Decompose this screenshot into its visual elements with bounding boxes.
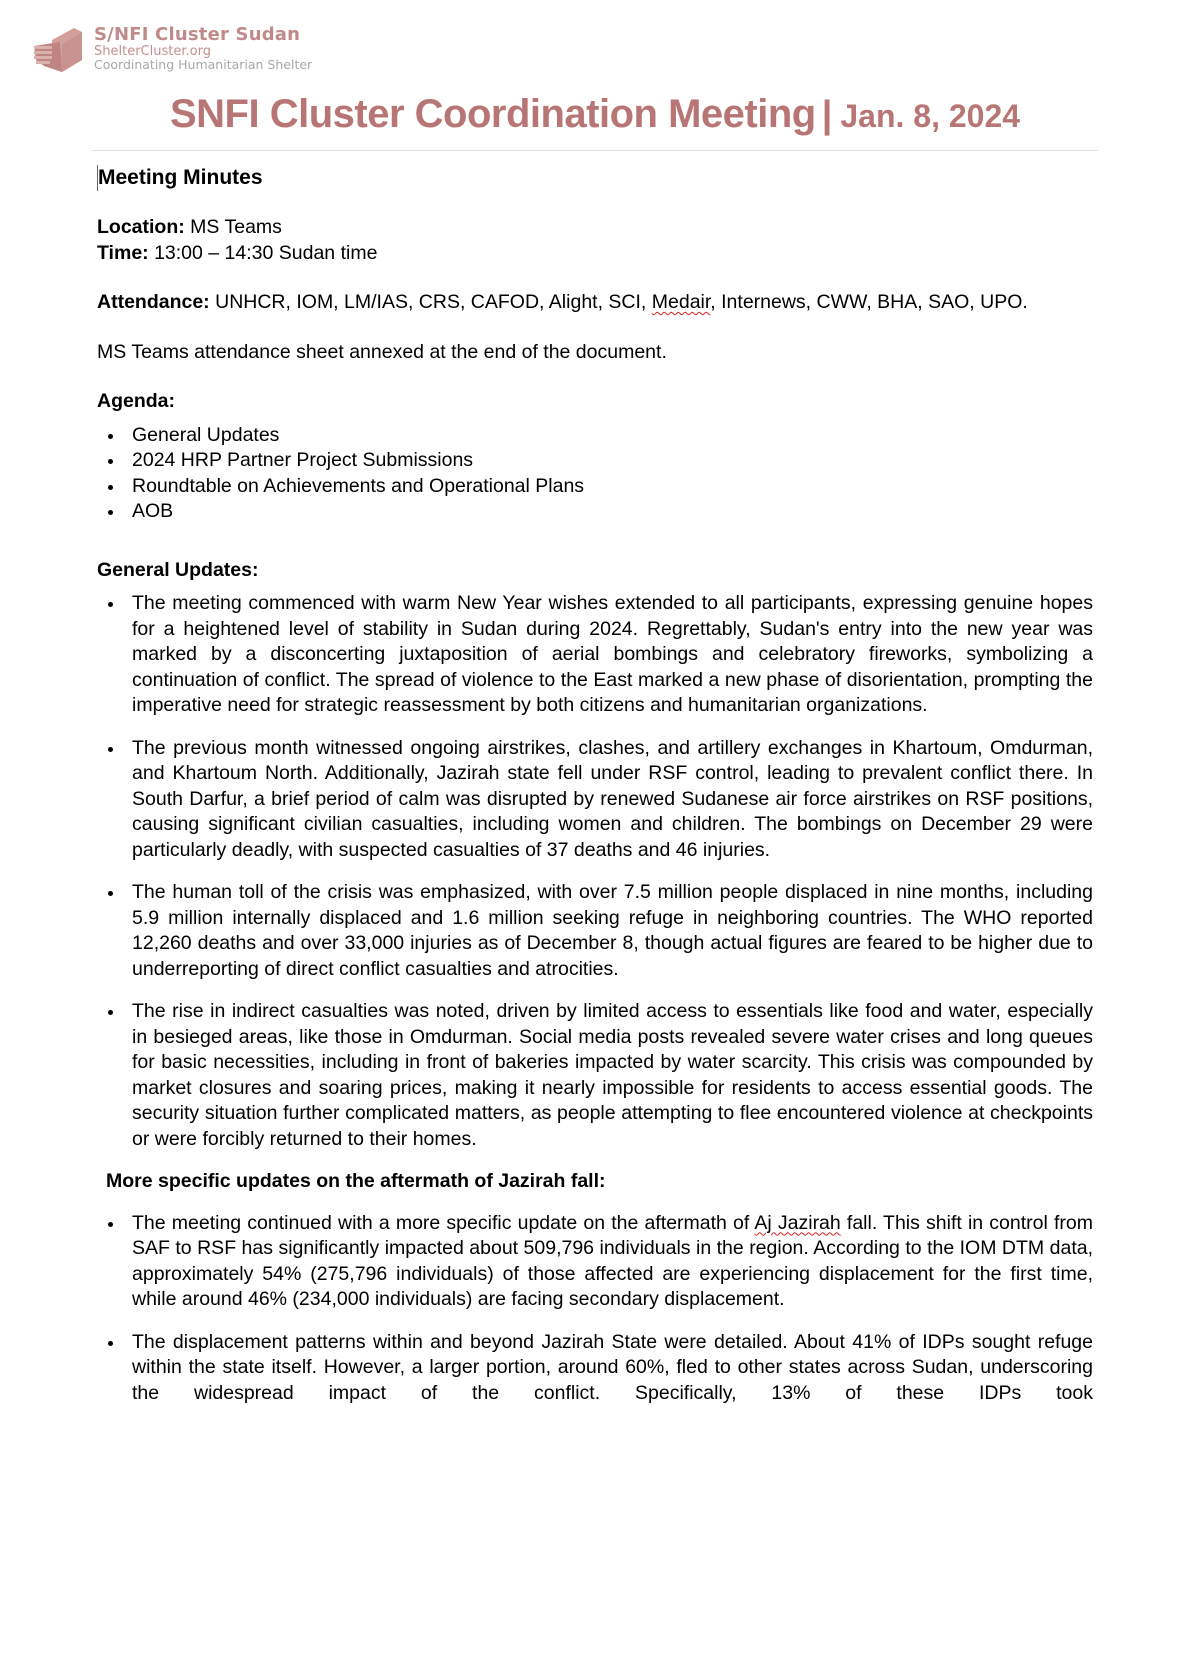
time-value: 13:00 – 14:30 Sudan time — [148, 241, 378, 264]
meeting-minutes-heading: Meeting Minutes — [97, 165, 1093, 191]
agenda-item: 2024 HRP Partner Project Submissions — [97, 448, 1093, 474]
general-updates-heading: General Updates: — [97, 558, 259, 581]
update-item: The rise in indirect casualties was noted, driven by limited access to essentials like food and water, especially in besieged areas, like those in Omdurman. Social media posts revealed severe water crises and long queues for basic necessities, including in front of bakeries impacted by water scarcity. This crisis was compounded by market closures and soaring prices, making it nearly impossible for residents to access essential goods. The security situation further complicated matters, as people attempting to flee encountered violence at checkpoints or were forcibly returned to their homes. — [97, 999, 1093, 1152]
agenda-item: General Updates — [97, 423, 1093, 449]
title-main: SNFI Cluster Coordination Meeting — [169, 92, 816, 136]
location-label: Location: — [97, 216, 185, 238]
title-separator: | — [821, 94, 833, 136]
general-updates-list — [97, 591, 1093, 1152]
update-item — [97, 1211, 1093, 1313]
spellcheck-flagged-word[interactable]: Medair — [651, 291, 711, 313]
location-line — [97, 215, 1093, 241]
agenda-item: AOB — [97, 499, 1093, 525]
attendance-line — [97, 290, 1093, 316]
location-value: MS Teams — [184, 216, 282, 238]
logo-title: S/NFI Cluster Sudan — [94, 24, 301, 45]
attendance-label: Attendance: — [97, 291, 210, 313]
agenda-list — [97, 423, 1093, 525]
time-line — [97, 241, 1093, 267]
update-item: The previous month witnessed ongoing airstrikes, clashes, and artillery exchanges in Khartoum, Omdurman, and Khartoum North. Additionally, Jazirah state fell under RSF control, leading to prevalent conflict there. In South Darfur, a brief period of calm was disrupted by renewed Sudanese air force airstrikes on RSF positions, causing significant civilian casualties, including women and children. The bombings on December 29 were particularly deadly, with suspected casualties of 37 deaths and 46 injuries. — [97, 736, 1093, 864]
jazirah-heading: More specific updates on the aftermath of Jazirah fall: — [106, 1170, 606, 1192]
attendance-list-part1: UNHCR, IOM, LM/IAS, CRS, CAFOD, Alight, SCI, — [209, 291, 652, 313]
document-title — [92, 92, 1098, 137]
header-divider — [92, 150, 1098, 151]
document-body[interactable] — [97, 165, 1093, 1423]
agenda-heading: Agenda: — [97, 390, 175, 412]
update-item: The displacement patterns within and beyond Jazirah State were detailed. About 41% of IDPs sought refuge within the state itself. However, a larger portion, around 60%, fled to other states across Sudan, underscoring the widespread impact of the conflict. Specifically, 13% of these IDPs took — [97, 1330, 1093, 1407]
hand-house-icon — [32, 26, 88, 74]
jazirah-updates-list — [97, 1211, 1093, 1407]
attendance-list-part2: , Internews, CWW, BHA, SAO, UPO. — [710, 291, 1028, 313]
update-item: The meeting commenced with warm New Year wishes extended to all participants, expressing genuine hopes for a heightened level of stability in Sudan during 2024. Regrettably, Sudan's entry into the new year was marked by a disconcerting juxtaposition of aerial bombings and celebratory fireworks, symbolizing a continuation of conflict. The spread of violence to the East marked a new phase of disorientation, prompting the imperative need for strategic reassessment by both citizens and humanitarian organizations. — [97, 591, 1093, 719]
spellcheck-flagged-word[interactable]: Aj Jazirah — [754, 1211, 841, 1234]
update-item: The human toll of the crisis was emphasized, with over 7.5 million people displaced in nine months, including 5.9 million internally displaced and 1.6 million seeking refuge in neighboring countries. The WHO reported 12,260 deaths and over 33,000 injuries as of December 8, though actual figures are feared to be higher due to underreporting of direct conflict casualties and atrocities. — [97, 880, 1093, 982]
attendance-note: MS Teams attendance sheet annexed at the end of the document. — [97, 340, 667, 363]
logo-tagline: Coordinating Humanitarian Shelter — [94, 57, 313, 72]
agenda-item: Roundtable on Achievements and Operational Plans — [97, 474, 1093, 500]
update-text-part1: The meeting continued with a more specific update on the aftermath of — [132, 1211, 755, 1234]
logo-site: ShelterCluster.org — [94, 44, 211, 59]
update-text-part2: fall. This shift in control from SAF to RSF has significantly impacted about 509,796 individuals in the region. According to the IOM DTM data, approximately 54% (275,796 individuals) of those affected are experiencing displacement for the first time, while around 46% (234,000 individuals) are facing secondary displacement. — [132, 1211, 1093, 1310]
title-date: Jan. 8, 2024 — [840, 98, 1021, 134]
time-label: Time: — [97, 241, 149, 264]
cluster-logo — [32, 26, 312, 74]
